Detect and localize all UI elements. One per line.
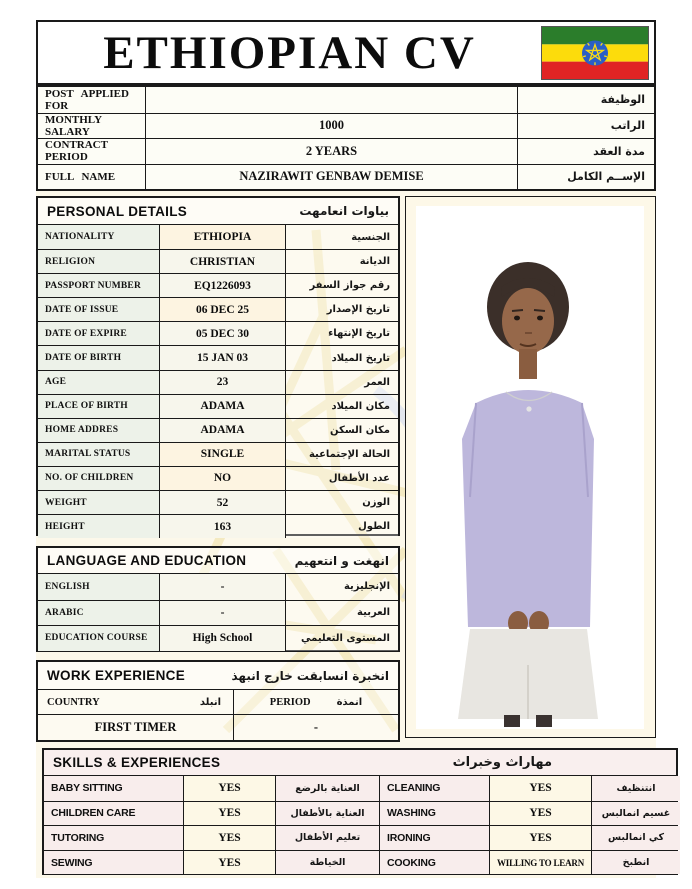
- column-label-arabic: انمذة: [336, 696, 363, 708]
- field-label-arabic: عدد الأطفال: [328, 472, 390, 484]
- column-label: PERIOD: [269, 696, 311, 708]
- table-row: [38, 466, 398, 490]
- skill-value: YES: [184, 851, 276, 875]
- work-experience-section: [36, 660, 400, 742]
- period-column-header: [234, 690, 398, 714]
- field-label-arabic: تاريخ الميلاد: [331, 352, 390, 364]
- field-value: 23: [160, 371, 286, 394]
- page-title: ETHIOPIAN CV: [103, 26, 476, 79]
- table-row: [38, 321, 398, 345]
- field-label-arabic: تاريخ الإصدار: [326, 304, 390, 316]
- field-label: HOME ADDRES: [38, 419, 160, 442]
- field-label: EDUCATION COURSE: [38, 626, 160, 651]
- skill-label-arabic: تعليم الأطفال: [294, 832, 361, 844]
- table-row: [38, 418, 398, 442]
- skill-label: WASHING: [380, 802, 490, 826]
- skill-label: SEWING: [44, 851, 184, 875]
- field-label: ARABIC: [38, 601, 160, 626]
- field-label-arabic: مكان الميلاد: [331, 400, 390, 412]
- skill-value: YES: [184, 776, 276, 801]
- country-value: FIRST TIMER: [38, 715, 234, 740]
- table-row: [38, 113, 654, 139]
- country-column-header: [38, 690, 234, 714]
- table-row: [38, 225, 398, 249]
- field-label: WEIGHT: [38, 491, 160, 514]
- skill-label-arabic: العناية بالرضع: [295, 782, 360, 794]
- section-header: [38, 198, 398, 225]
- field-value: 2 YEARS: [146, 139, 518, 164]
- field-label: PASSPORT NUMBER: [38, 274, 160, 297]
- field-label-arabic: الوظيفة: [600, 93, 645, 107]
- field-label: DATE OF EXPIRE: [38, 322, 160, 345]
- field-value: High School: [160, 626, 286, 651]
- table-row: [38, 574, 398, 600]
- skill-label-arabic: العناية بالأطفال: [290, 807, 365, 819]
- section-header: [38, 662, 398, 690]
- field-label-arabic: الإنجليزية: [343, 581, 390, 593]
- section-header: [44, 750, 676, 776]
- table-row: [38, 87, 654, 113]
- skill-label: BABY SITTING: [44, 776, 184, 801]
- period-value: -: [313, 720, 319, 734]
- table-row: [38, 370, 398, 394]
- table-row: [44, 776, 676, 801]
- personal-details-section: [36, 196, 400, 536]
- cv-sheet: [36, 20, 671, 878]
- table-row: [44, 825, 676, 850]
- field-label-arabic: رقم جواز السفر: [309, 280, 390, 292]
- section-title: WORK EXPERIENCE: [47, 668, 186, 683]
- title-bar: [36, 20, 656, 85]
- field-label-arabic: الديانة: [359, 256, 390, 268]
- field-value: 06 DEC 25: [160, 298, 286, 321]
- table-row: [38, 164, 654, 190]
- field-value: -: [160, 601, 286, 626]
- applicant-photo: [405, 196, 656, 738]
- field-label: RELIGION: [38, 250, 160, 273]
- field-label: FULL NAME: [38, 165, 146, 190]
- section-title-arabic: بياوات انعامهت: [299, 204, 389, 218]
- field-label-arabic: الوزن: [362, 497, 390, 509]
- field-value: 15 JAN 03: [160, 346, 286, 369]
- table-row: [38, 345, 398, 369]
- field-label-arabic: تاريخ الإنتهاء: [328, 328, 390, 340]
- field-label: NO. OF CHILDREN: [38, 467, 160, 490]
- field-value: 05 DEC 30: [160, 322, 286, 345]
- field-value: ADAMA: [160, 395, 286, 418]
- section-title: PERSONAL DETAILS: [47, 203, 188, 219]
- field-value: 1000: [146, 114, 518, 139]
- skill-value: YES: [490, 802, 592, 826]
- skill-value: YES: [490, 826, 592, 850]
- table-row: [38, 138, 654, 164]
- field-value: 52: [160, 491, 286, 514]
- table-row: [44, 801, 676, 826]
- field-label-arabic: مكان السكن: [330, 424, 390, 436]
- skill-label-arabic: كي انمالبس: [607, 832, 665, 844]
- field-value: NAZIRAWIT GENBAW DEMISE: [146, 165, 518, 190]
- section-title: LANGUAGE AND EDUCATION: [47, 553, 247, 568]
- section-title: SKILLS & EXPERIENCES: [53, 755, 221, 770]
- field-value: NO: [160, 467, 286, 490]
- skill-label: TUTORING: [44, 826, 184, 850]
- field-label: HEIGHT: [38, 515, 160, 538]
- skill-label: COOKING: [380, 851, 490, 875]
- skill-label-arabic: غسيم انمالبس: [601, 807, 671, 819]
- section-title-arabic: انخبرة انسابقت خارج انبهذ: [231, 668, 389, 683]
- section-title-arabic: انهغت و انتعهيم: [294, 553, 389, 568]
- skill-value: YES: [490, 776, 592, 801]
- field-label: MARITAL STATUS: [38, 443, 160, 466]
- section-title-arabic: مهاراث وخبراث: [452, 755, 552, 770]
- field-label: ENGLISH: [38, 574, 160, 600]
- skill-label: CHILDREN CARE: [44, 802, 184, 826]
- skill-value: YES: [184, 826, 276, 850]
- section-header: [38, 548, 398, 574]
- field-value: CHRISTIAN: [160, 250, 286, 273]
- skill-label: IRONING: [380, 826, 490, 850]
- table-row: [38, 490, 398, 514]
- table-row: [38, 625, 398, 651]
- field-value: ETHIOPIA: [160, 225, 286, 249]
- field-label-arabic: الحالة الإجتماعية: [308, 448, 390, 460]
- table-row: [44, 850, 676, 875]
- work-columns-header: [38, 690, 398, 715]
- field-label: DATE OF ISSUE: [38, 298, 160, 321]
- applicant-photo-image: [406, 197, 654, 736]
- skill-value: WILLING TO LEARN: [490, 851, 592, 875]
- field-label-arabic: الجنسية: [351, 231, 390, 243]
- column-label: COUNTRY: [47, 696, 100, 708]
- table-row: [38, 249, 398, 273]
- field-label: PLACE OF BIRTH: [38, 395, 160, 418]
- field-label: MONTHLY SALARY: [38, 114, 146, 139]
- field-label-arabic: المستوى التعليمي: [301, 632, 390, 644]
- table-row: [38, 394, 398, 418]
- field-label-arabic: الطول: [358, 521, 390, 533]
- table-row: [38, 297, 398, 321]
- table-row: [38, 600, 398, 626]
- ethiopia-flag-icon: [541, 26, 649, 80]
- skills-section: [42, 748, 678, 875]
- field-value: 163: [160, 515, 286, 538]
- field-value: SINGLE: [160, 443, 286, 466]
- table-row: [38, 715, 398, 740]
- field-label-arabic: العربية: [357, 607, 390, 619]
- table-row: [38, 514, 398, 538]
- field-label-arabic: مدة العقد: [593, 144, 645, 158]
- field-value: EQ1226093: [160, 274, 286, 297]
- table-row: [38, 442, 398, 466]
- skill-value: YES: [184, 802, 276, 826]
- skill-label: CLEANING: [380, 776, 490, 801]
- field-label: CONTRACT PERIOD: [38, 139, 146, 164]
- skill-label-arabic: الخياطة: [309, 857, 346, 869]
- field-value: -: [160, 574, 286, 600]
- field-label-arabic: الإســم الكامل: [567, 170, 645, 184]
- field-value: ADAMA: [160, 419, 286, 442]
- field-label: AGE: [38, 371, 160, 394]
- field-value: [146, 87, 518, 113]
- table-row: [38, 273, 398, 297]
- skill-label-arabic: انطبخ: [622, 857, 650, 869]
- field-label: NATIONALITY: [38, 225, 160, 249]
- field-label: DATE OF BIRTH: [38, 346, 160, 369]
- language-education-section: [36, 546, 400, 652]
- field-label: POST APPLIED FOR: [38, 87, 146, 113]
- column-label-arabic: انبلد: [199, 696, 221, 708]
- skill-label-arabic: انتنظيف: [616, 782, 656, 794]
- field-label-arabic: الراتب: [610, 119, 645, 133]
- header-table: [36, 85, 656, 191]
- field-label-arabic: العمر: [364, 376, 390, 388]
